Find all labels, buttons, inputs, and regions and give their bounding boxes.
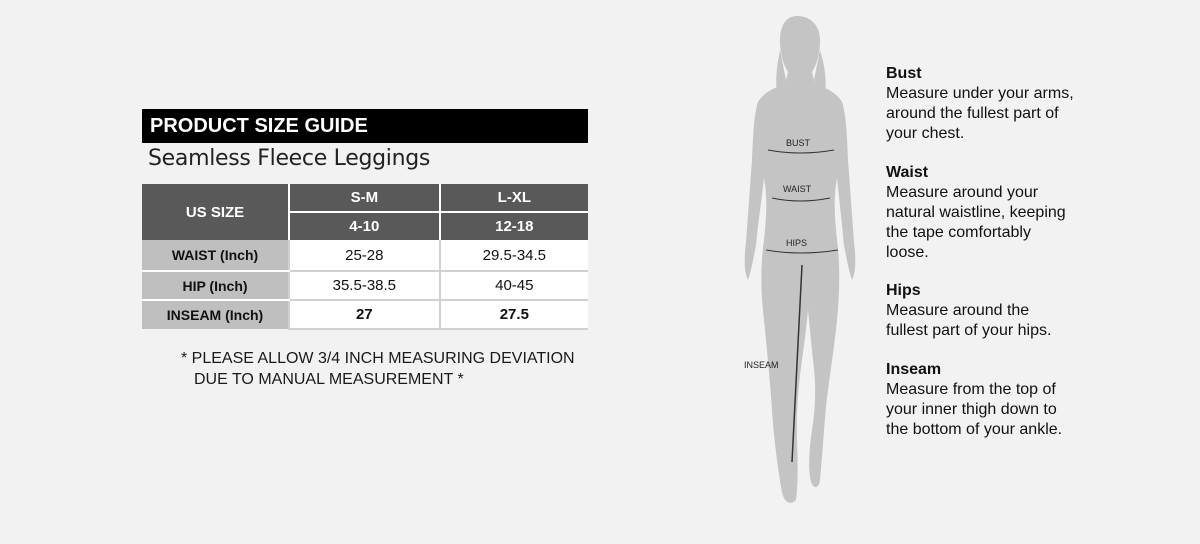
hips-text-line: Measure around the [886,302,1030,319]
product-name: Seamless Fleece Leggings [148,146,431,171]
hip-sm-value: 35.5-38.5 [289,271,440,300]
note-line-1: * PLEASE ALLOW 3/4 INCH MEASURING DEVIATION [181,350,575,367]
waist-lxl-value: 29.5-34.5 [440,240,588,271]
table-row [142,271,588,300]
row-label-waist: WAIST (Inch) [142,240,289,271]
note-line-2: DUE TO MANUAL MEASUREMENT * [194,371,464,388]
waist-text-line: the tape comfortably [886,224,1031,241]
waist-text-line: Measure around your [886,184,1039,201]
inseam-label: INSEAM [744,360,779,370]
size-guide-header: PRODUCT SIZE GUIDE [142,109,588,143]
inseam-text-line: the bottom of your ankle. [886,421,1063,438]
measurement-note [181,348,611,390]
waist-title: Waist [886,164,929,181]
size-label-lxl: L-XL [440,184,588,212]
row-label-inseam: INSEAM (Inch) [142,300,289,329]
body-silhouette-shape [745,16,856,503]
bust-label: BUST [786,138,811,148]
row-label-hip: HIP (Inch) [142,271,289,300]
inseam-text-line: Measure from the top of [886,381,1056,398]
waist-text-line: natural waistline, keeping [886,204,1066,221]
bust-text-line: Measure under your arms, [886,85,1074,102]
table-row [142,300,588,329]
us-size-header: US SIZE [142,184,289,240]
size-table [142,184,588,330]
size-range-lxl: 12-18 [440,212,588,240]
waist-description [886,163,1186,263]
hips-description [886,281,1186,341]
hips-text-line: fullest part of your hips. [886,322,1052,339]
hips-label: HIPS [786,238,808,248]
bust-title: Bust [886,65,922,82]
size-label-sm: S-M [289,184,440,212]
waist-text-line: loose. [886,244,929,261]
size-range-sm: 4-10 [289,212,440,240]
bust-text-line: around the fullest part of [886,105,1059,122]
inseam-sm-value: 27 [289,300,440,329]
hips-title: Hips [886,282,921,299]
body-silhouette [736,10,876,520]
hip-lxl-value: 40-45 [440,271,588,300]
inseam-text-line: your inner thigh down to [886,401,1057,418]
waist-sm-value: 25-28 [289,240,440,271]
table-row [142,240,588,271]
inseam-description [886,360,1186,440]
inseam-lxl-value: 27.5 [440,300,588,329]
waist-label: WAIST [783,184,812,194]
bust-text-line: your chest. [886,125,965,142]
inseam-title: Inseam [886,361,942,378]
bust-description [886,64,1186,144]
